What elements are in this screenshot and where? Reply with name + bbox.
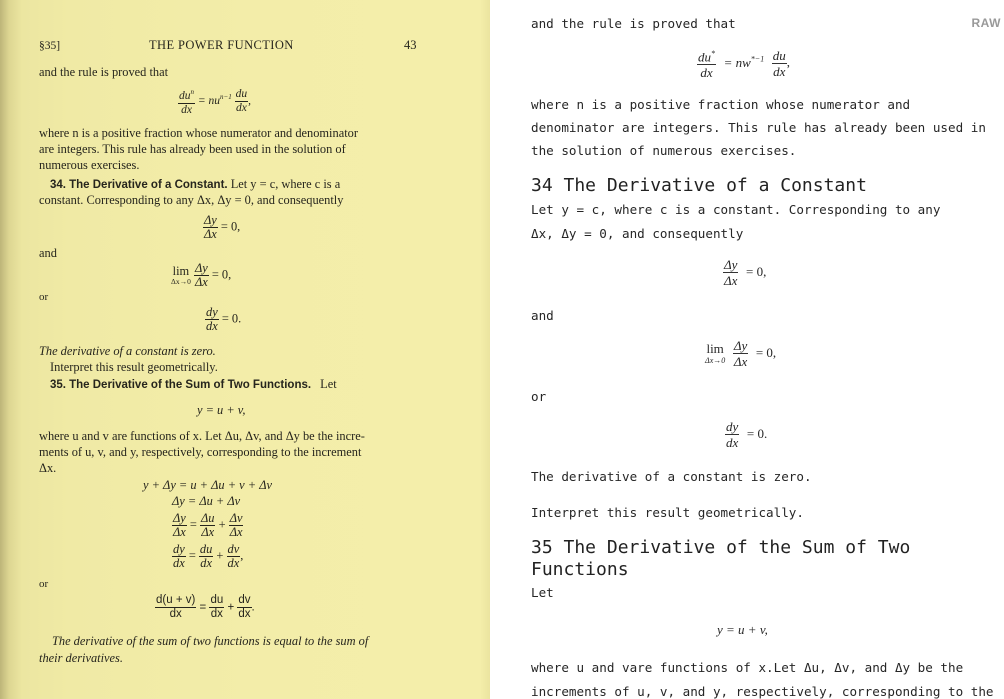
equation-delta-sum: Δy = Δu + Δv [172,494,241,508]
text-line: constant. Corresponding to any Δx, Δy = 0, and consequently [39,193,344,207]
text-line: and the rule is proved that [531,16,736,31]
text-line: denominator are integers. This rule has already been used in [531,120,986,135]
equation-sum: y = u + v, [197,403,246,417]
italic-statement: The derivative of the sum of two functions is equal to the sum of [52,634,369,648]
text-line: Δx. [39,461,57,475]
equation-power-rule: $\frac{du^n}{dx}$ = $nu^{n-1}$ $\frac{du}{dx}$ , [179,87,251,116]
pane-divider [490,0,514,699]
text-line: Let [531,585,554,600]
scanned-page [0,0,490,699]
equation-derivative-sum: $\frac{dy}{dx}$ = $\frac{du}{dx}$ + $\frac{dv}{dx}$ , [173,542,244,570]
text-line: The derivative of a constant is zero. [531,469,812,484]
text-line: are integers. This rule has already been used in the solution of [39,142,346,156]
text-line: and the rule is proved that [39,65,169,79]
equation-derivative-zero: $\frac{dy}{dx}$ = 0. [206,305,242,333]
text-line: ments of u, v, and y, respectively, corresponding to the increment [39,445,362,459]
equation-delta-ratio: $\frac{\Delta y}{\Delta x}$ = 0, [724,257,767,288]
section-34-heading: 34 The Derivative of a Constant [531,175,867,196]
text-line: or [531,389,547,404]
italic-statement: The derivative of a constant is zero. [39,344,216,358]
text-line: where n is a positive fraction whose numerator and denominator [39,126,358,140]
text-line: numerous exercises. [39,158,140,172]
equation-sum-rule: $\frac{d(u + v)}{dx}$ = $\frac{du}{dx}$ + $\frac{dv}{dx}$ . [156,594,255,620]
section-marker: §35] [39,40,61,52]
text-line: and [39,246,57,260]
text-line: or [39,291,49,303]
equation-delta-ratio: $\frac{\Delta y}{\Delta x}$ = 0, [204,213,241,241]
page-number: 43 [404,38,417,52]
text-line: where n is a positive fraction whose numerator and [531,97,911,112]
running-head: THE POWER FUNCTION [149,38,294,52]
text-line: increments of u, v, and y, respectively, corresponding to the [531,684,994,699]
equation-limit: lim Δx→0 $\frac{\Delta y}{\Delta x}$ = 0, [705,338,777,369]
section-34-heading: 34. The Derivative of a Constant. Let y = c, where c is a [50,177,341,191]
text-line: Interpret this result geometrically. [531,505,804,520]
section-35-heading-cont: Functions [531,559,629,580]
text-line: where u and vare functions of x.Let Δu, Δv, and Δy be the [531,660,964,675]
text-line: the solution of numerous exercises. [531,143,797,158]
equation-increment: y + Δy = u + Δu + v + Δv [143,478,272,492]
text-line: Interpret this result geometrically. [50,360,218,374]
section-35-heading: 35 The Derivative of the Sum of Two [531,537,911,558]
raw-text-pane[interactable] [514,0,1004,699]
equation-limit: lim Δx→0 $\frac{\Delta y}{\Delta x}$ = 0, [171,261,232,289]
italic-statement: their derivatives. [39,651,123,665]
text-line: Let y = c, where c is a constant. Corresponding to any [531,202,941,217]
section-35-heading: 35. The Derivative of the Sum of Two Functions. Let [50,377,337,391]
text-line: and [531,308,554,323]
text-line: where u and v are functions of x. Let Δu, Δv, and Δy be the incre- [39,429,365,443]
text-line: or [39,578,49,590]
raw-badge: RAW [971,16,1001,30]
equation-sum: y = u + v, [717,622,768,637]
text-line: Δx, Δy = 0, and consequently [531,226,744,241]
equation-derivative-zero: $\frac{dy}{dx}$ = 0. [726,419,768,450]
equation-delta-ratio-sum: $\frac{\Delta y}{\Delta x}$ = $\frac{\Delta u}{\Delta x}$ + $\frac{\Delta v}{\Delta x}$ [173,511,243,539]
equation-power-rule: $\frac{du^*}{dx}$ = $nw^{*-1}$ $\frac{du}{dx}$ , [698,47,791,81]
